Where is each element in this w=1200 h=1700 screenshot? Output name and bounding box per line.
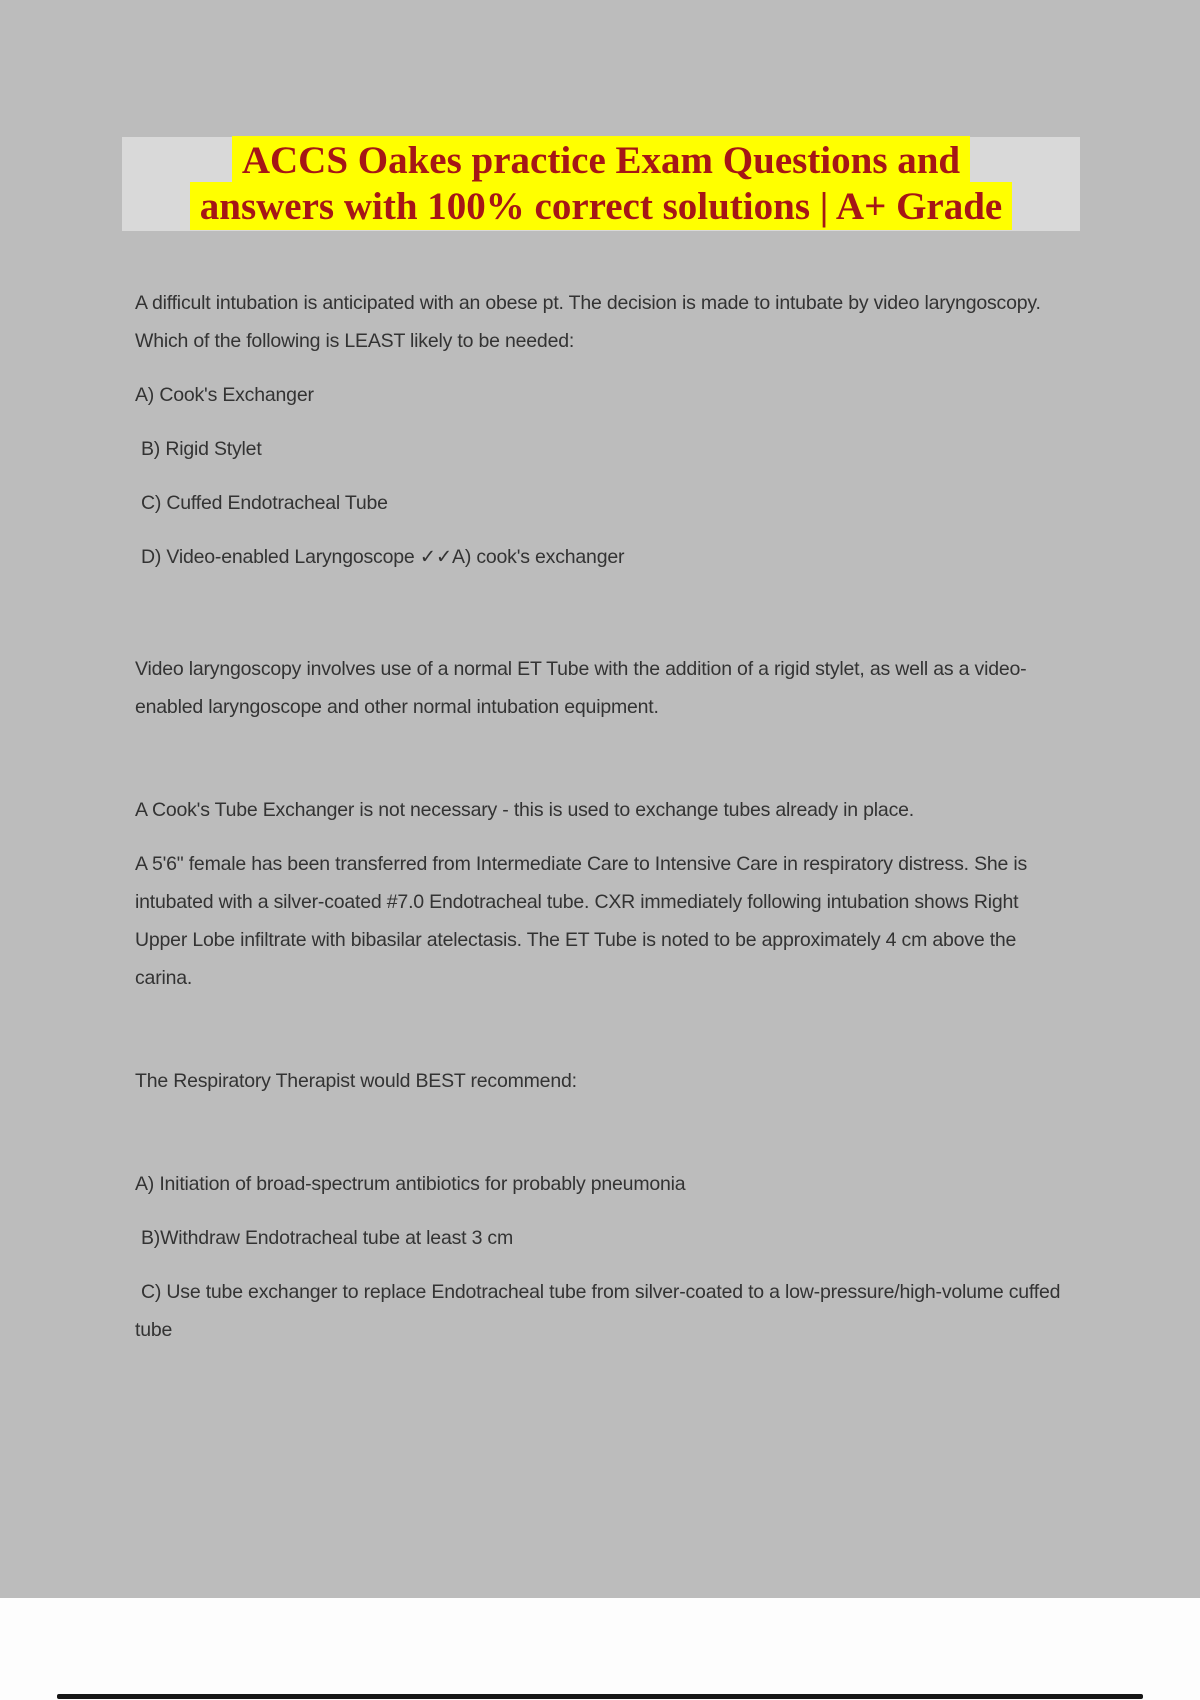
question-1-text: A difficult intubation is anticipated with an obese pt. The decision is made to intubate by video laryngoscopy. Which of the following is LEAST likely to be needed: xyxy=(135,292,1041,352)
q1-option-d-answer: D) Video-enabled Laryngoscope ✓✓A) cook's exchanger xyxy=(141,546,625,568)
next-page-edge-bar xyxy=(57,1694,1143,1699)
q2-option-b: B)Withdraw Endotracheal tube at least 3 cm xyxy=(141,1227,514,1249)
document-title-line-1: ACCS Oakes practice Exam Questions and xyxy=(232,136,970,184)
q1-option-c: C) Cuffed Endotracheal Tube xyxy=(141,492,388,514)
document-title-line-2: answers with 100% correct solutions | A+ Grade xyxy=(190,182,1012,230)
title-row-1 xyxy=(122,138,1080,184)
q1-option-b: B) Rigid Stylet xyxy=(141,438,262,460)
q1-explanation-1: Video laryngoscopy involves use of a normal ET Tube with the addition of a rigid stylet, as well as a video-enabled laryngoscope and other normal intubation equipment. xyxy=(135,658,1027,718)
title-row-2 xyxy=(122,184,1080,230)
question-2-scenario: A 5'6" female has been transferred from Intermediate Care to Intensive Care in respiratory distress. She is intubated with a silver-coated #7.0 Endotracheal tube. CXR immediately following intubation shows Right Upper Lobe infiltrate with bibasilar atelectasis. The ET Tube is noted to be approximately 4 cm above the carina. xyxy=(135,853,1028,989)
page-bottom-strip xyxy=(0,1598,1200,1700)
q1-option-a: A) Cook's Exchanger xyxy=(135,384,314,406)
q2-option-a: A) Initiation of broad-spectrum antibiotics for probably pneumonia xyxy=(135,1173,686,1195)
question-2-prompt: The Respiratory Therapist would BEST recommend: xyxy=(135,1070,577,1092)
q1-explanation-2: A Cook's Tube Exchanger is not necessary - this is used to exchange tubes already in place. xyxy=(135,799,914,821)
document-body xyxy=(135,284,1073,1349)
document-title-block xyxy=(122,137,1080,231)
q2-option-c: C) Use tube exchanger to replace Endotracheal tube from silver-coated to a low-pressure/high-volume cuffed tube xyxy=(135,1281,1061,1341)
